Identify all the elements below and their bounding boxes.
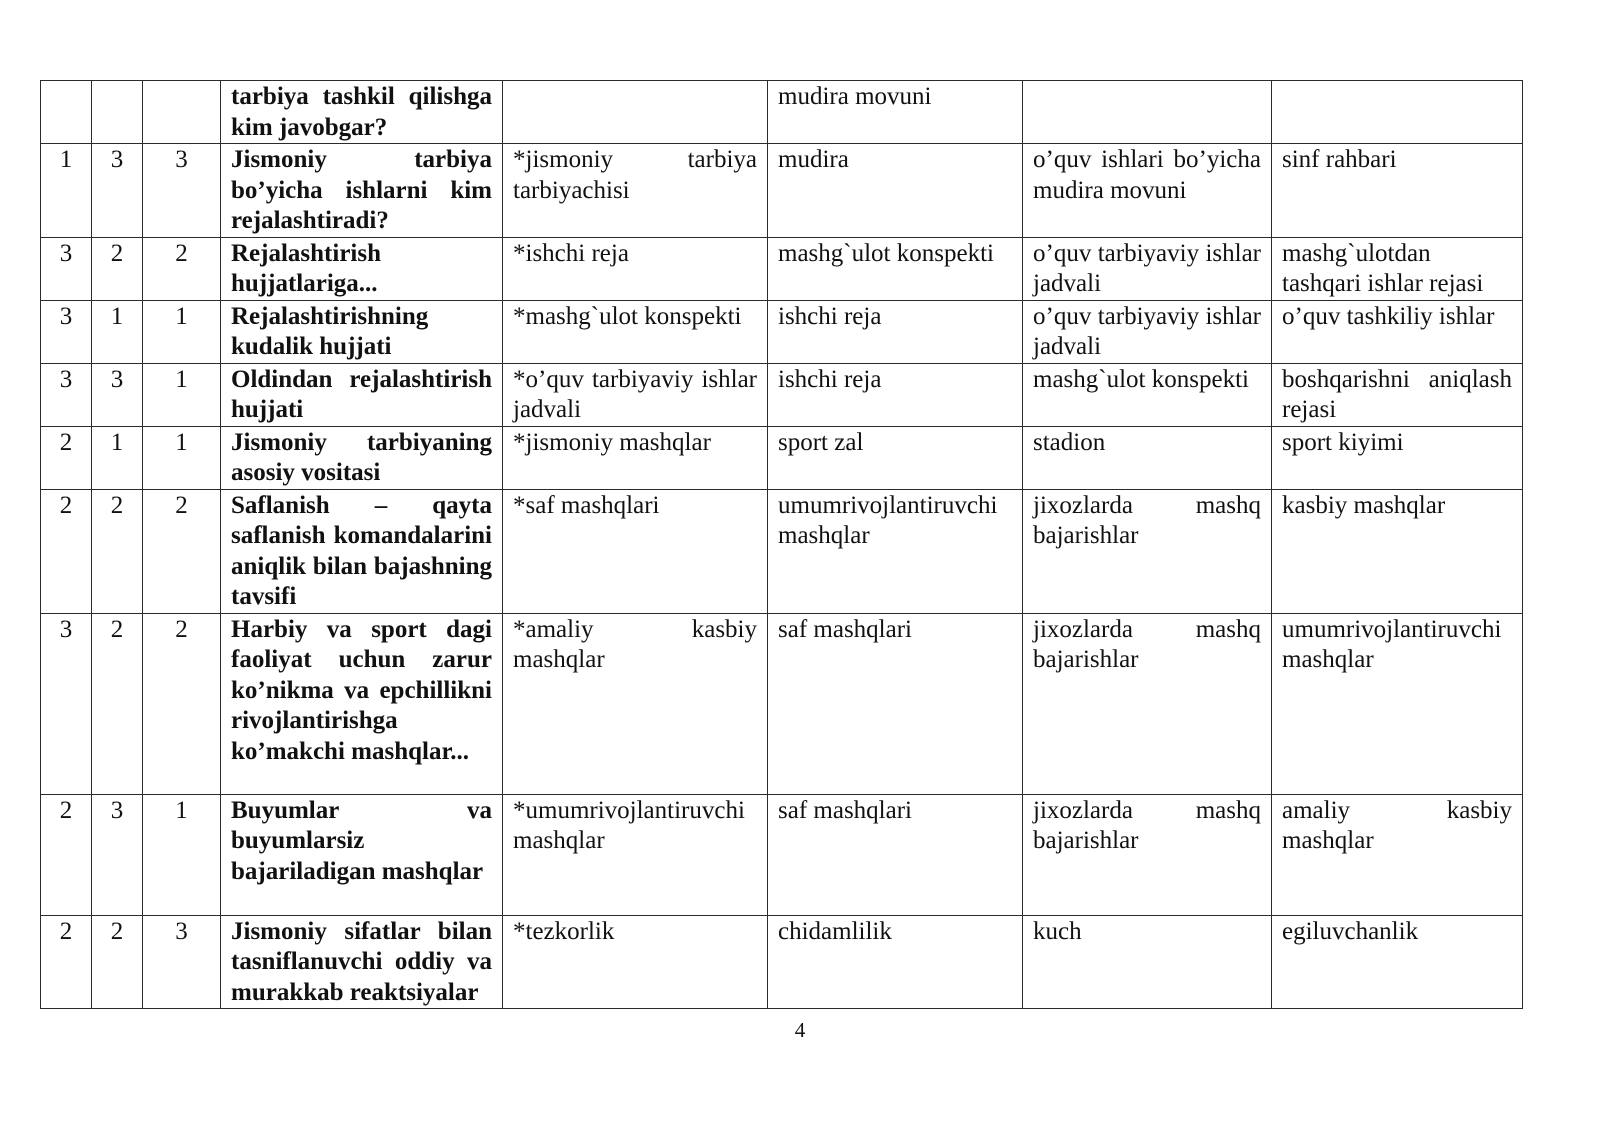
code-cell-2: 1: [92, 300, 143, 363]
table-row: [41, 81, 1523, 144]
code-cell-1: 1: [41, 144, 92, 238]
correct-answer-cell: *umumrivojlantiruvchi mashqlar: [503, 794, 768, 915]
answer-option-4: amaliy kasbiy mashqlar: [1272, 794, 1523, 915]
answer-option-2: mudira movuni: [768, 81, 1023, 144]
correct-answer-cell: *saf mashqlari: [503, 489, 768, 613]
correct-answer-cell: *ishchi reja: [503, 237, 768, 300]
question-cell: Jismoniy sifatlar bilan tasniflanuvchi oddiy va murakkab reaktsiyalar: [221, 915, 503, 1009]
answer-option-4: sinf rahbari: [1272, 144, 1523, 238]
table-row: [41, 489, 1523, 613]
answer-option-2: saf mashqlari: [768, 794, 1023, 915]
table-row: [41, 300, 1523, 363]
answer-option-3: kuch: [1023, 915, 1272, 1009]
code-cell-1: 2: [41, 489, 92, 613]
code-cell-2: 3: [92, 794, 143, 915]
question-cell: Saflanish – qayta saflanish komandalarini aniqlik bilan bajashning tavsifi: [221, 489, 503, 613]
code-cell-3: 2: [143, 489, 221, 613]
question-cell: Jismoniy tarbiyaning asosiy vositasi: [221, 426, 503, 489]
question-cell: Rejalashtirishning kudalik hujjati: [221, 300, 503, 363]
correct-answer-cell: *jismoniy tarbiya tarbiyachisi: [503, 144, 768, 238]
table-row: [41, 426, 1523, 489]
code-cell-3: 1: [143, 300, 221, 363]
table-row: [41, 915, 1523, 1009]
answer-option-3: jixozlarda mashq bajarishlar: [1023, 613, 1272, 794]
code-cell-3: 1: [143, 794, 221, 915]
question-cell: Harbiy va sport dagi faoliyat uchun zarur ko’nikma va epchillikni rivojlantirishga ko’makchi mashqlar...: [221, 613, 503, 794]
answer-option-2: saf mashqlari: [768, 613, 1023, 794]
question-cell: Oldindan rejalashtirish hujjati: [221, 363, 503, 426]
code-cell-1: 3: [41, 237, 92, 300]
correct-answer-cell: [503, 81, 768, 144]
answer-option-4: sport kiyimi: [1272, 426, 1523, 489]
correct-answer-cell: *o’quv tarbiyaviy ishlar jadvali: [503, 363, 768, 426]
code-cell-2: 2: [92, 915, 143, 1009]
answer-option-4: kasbiy mashqlar: [1272, 489, 1523, 613]
code-cell-3: 2: [143, 613, 221, 794]
answer-option-2: ishchi reja: [768, 363, 1023, 426]
code-cell-2: 2: [92, 489, 143, 613]
code-cell-2: 1: [92, 426, 143, 489]
code-cell-2: [92, 81, 143, 144]
question-table: [40, 80, 1523, 1009]
code-cell-3: 3: [143, 144, 221, 238]
answer-option-4: umumrivojlantiruvchi mashqlar: [1272, 613, 1523, 794]
code-cell-2: 3: [92, 363, 143, 426]
code-cell-2: 2: [92, 613, 143, 794]
question-cell: Jismoniy tarbiya bo’yicha ishlarni kim rejalashtiradi?: [221, 144, 503, 238]
table-row: [41, 144, 1523, 238]
code-cell-3: 1: [143, 363, 221, 426]
answer-option-2: ishchi reja: [768, 300, 1023, 363]
code-cell-3: 3: [143, 915, 221, 1009]
correct-answer-cell: *jismoniy mashqlar: [503, 426, 768, 489]
code-cell-3: [143, 81, 221, 144]
answer-option-2: chidamlilik: [768, 915, 1023, 1009]
table-row: [41, 237, 1523, 300]
answer-option-4: [1272, 81, 1523, 144]
code-cell-1: 2: [41, 915, 92, 1009]
code-cell-1: 3: [41, 613, 92, 794]
page-number: 4: [794, 1018, 806, 1042]
question-cell: Buyumlar va buyumlarsiz bajariladigan mashqlar: [221, 794, 503, 915]
question-cell: Rejalashtirish hujjatlariga...: [221, 237, 503, 300]
answer-option-4: mashg`ulotdan tashqari ishlar rejasi: [1272, 237, 1523, 300]
answer-option-3: jixozlarda mashq bajarishlar: [1023, 794, 1272, 915]
code-cell-1: [41, 81, 92, 144]
code-cell-1: 3: [41, 363, 92, 426]
code-cell-3: 2: [143, 237, 221, 300]
answer-option-3: o’quv ishlari bo’yicha mudira movuni: [1023, 144, 1272, 238]
question-cell: tarbiya tashkil qilishga kim javobgar?: [221, 81, 503, 144]
answer-option-3: o’quv tarbiyaviy ishlar jadvali: [1023, 237, 1272, 300]
answer-option-2: sport zal: [768, 426, 1023, 489]
code-cell-1: 2: [41, 426, 92, 489]
table-row: [41, 613, 1523, 794]
code-cell-2: 3: [92, 144, 143, 238]
code-cell-3: 1: [143, 426, 221, 489]
table-row: [41, 794, 1523, 915]
answer-option-3: stadion: [1023, 426, 1272, 489]
answer-option-2: mudira: [768, 144, 1023, 238]
answer-option-3: o’quv tarbiyaviy ishlar jadvali: [1023, 300, 1272, 363]
answer-option-2: umumrivojlantiruvchi mashqlar: [768, 489, 1023, 613]
code-cell-2: 2: [92, 237, 143, 300]
code-cell-1: 3: [41, 300, 92, 363]
code-cell-1: 2: [41, 794, 92, 915]
correct-answer-cell: *amaliy kasbiy mashqlar: [503, 613, 768, 794]
correct-answer-cell: *mashg`ulot konspekti: [503, 300, 768, 363]
answer-option-3: [1023, 81, 1272, 144]
answer-option-3: mashg`ulot konspekti: [1023, 363, 1272, 426]
answer-option-4: egiluvchanlik: [1272, 915, 1523, 1009]
answer-option-4: o’quv tashkiliy ishlar: [1272, 300, 1523, 363]
answer-option-4: boshqarishni aniqlash rejasi: [1272, 363, 1523, 426]
correct-answer-cell: *tezkorlik: [503, 915, 768, 1009]
table-row: [41, 363, 1523, 426]
answer-option-3: jixozlarda mashq bajarishlar: [1023, 489, 1272, 613]
answer-option-2: mashg`ulot konspekti: [768, 237, 1023, 300]
